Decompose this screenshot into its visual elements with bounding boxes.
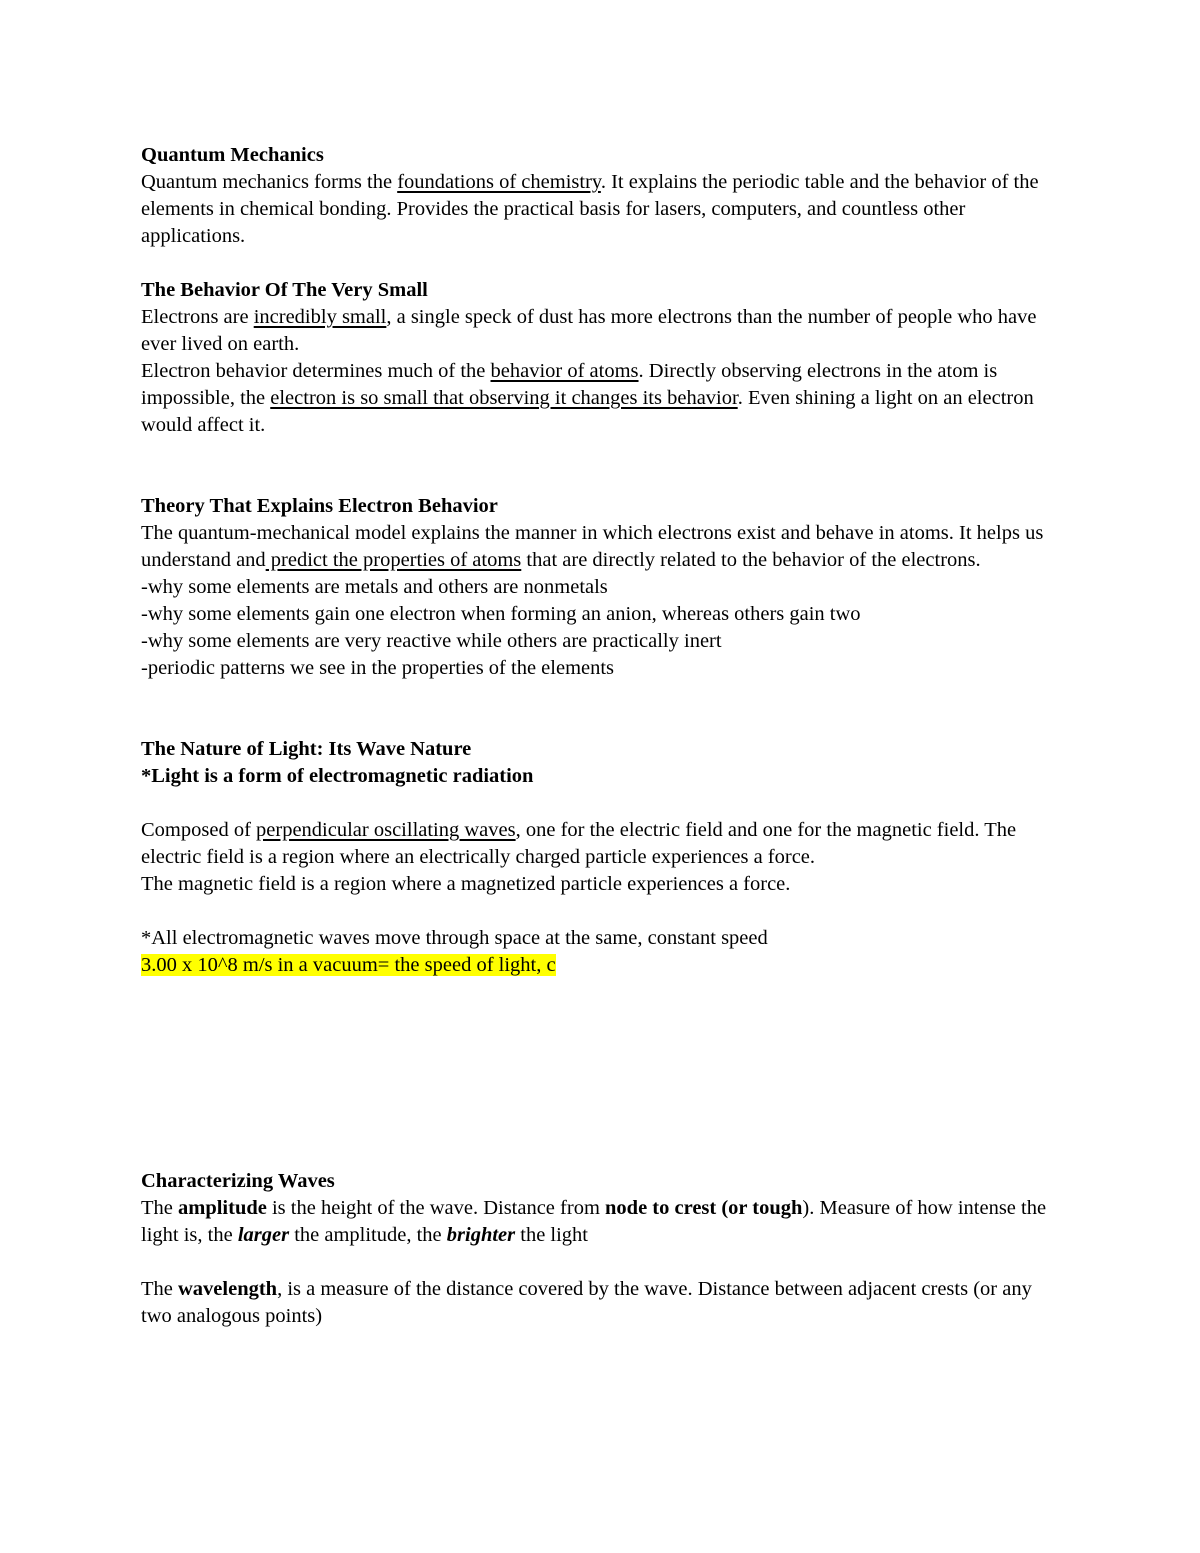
paragraph-magnetic-field: The magnetic field is a region where a magnetized particle experiences a force. [141,873,791,895]
heading-nature-of-light: The Nature of Light: Its Wave Nature [141,738,472,760]
paragraph-quantum-mechanics [141,169,1061,250]
heading-theory-electron-behavior: Theory That Explains Electron Behavior [141,495,498,517]
paragraph-wavelength [141,1276,1061,1330]
text-run: , is a measure of the distance covered by the wave. Distance between adjacent crests (or any two analogous points) [141,1278,1032,1327]
text-run: Electrons are [141,306,254,328]
text-run: . Directly observing electrons in the atom is impossible, the [141,360,998,409]
paragraph-electrons-small [141,304,1061,358]
text-run: . Even shining a light on an electron would affect it. [141,387,1034,436]
text-run: Electron behavior determines much of the [141,360,491,382]
paragraph-em-speed: *All electromagnetic waves move through space at the same, constant speed [141,927,768,949]
underlined-text: predict the properties of atoms [265,549,522,571]
text-run: Composed of [141,819,257,841]
underlined-text: incredibly small [253,306,387,328]
paragraph-speed-of-light [141,952,1061,979]
text-run: The [141,1197,178,1219]
bold-italic-text: brighter [446,1224,516,1246]
paragraph-perpendicular-waves [141,817,1061,871]
list-item: -why some elements gain one electron when forming an anion, whereas others gain two [141,603,861,625]
text-run: , a single speck of dust has more electrons than the number of people who have ever lived on earth. [141,306,1037,355]
underlined-text: electron is so small that observing it changes its behavior [270,387,738,409]
paragraph-electron-behavior [141,358,1061,439]
list-item: -why some elements are metals and others are nonmetals [141,576,608,598]
list-item: -why some elements are very reactive while others are practically inert [141,630,722,652]
text-run: . It explains the periodic table and the behavior of the elements in chemical bonding. Provides the practical basis for lasers, computers, and countless other applications. [141,171,1039,247]
heading-characterizing-waves: Characterizing Waves [141,1170,335,1192]
paragraph-quantum-model [141,520,1061,574]
underlined-text: perpendicular oscillating waves [256,819,516,841]
bold-text: wavelength [178,1278,278,1300]
heading-behavior-very-small: The Behavior Of The Very Small [141,279,428,301]
document-page [141,142,1061,1330]
underlined-text: behavior of atoms [490,360,639,382]
paragraph-amplitude [141,1195,1061,1249]
bold-text: amplitude [178,1197,267,1219]
list-item: -periodic patterns we see in the properties of the elements [141,657,615,679]
underlined-text: foundations of chemistry [397,171,601,193]
highlighted-text: 3.00 x 10^8 m/s in a vacuum= the speed of light, c [141,954,556,976]
text-run: is the height of the wave. Distance from [266,1197,606,1219]
subheading-em-radiation: *Light is a form of electromagnetic radiation [141,765,534,787]
text-run: Quantum mechanics forms the [141,171,398,193]
text-run: that are directly related to the behavior of the electrons. [521,549,981,571]
text-run: the light [515,1224,589,1246]
bold-text: node to crest (or tough [605,1197,803,1219]
text-run: ). Measure of how intense the light is, the [141,1197,1047,1246]
text-run: , one for the electric field and one for the magnetic field. The electric field is a region where an electrically charged particle experiences a force. [141,819,1017,868]
text-run: the amplitude, the [289,1224,447,1246]
bold-italic-text: larger [237,1224,290,1246]
text-run: The [141,1278,178,1300]
heading-quantum-mechanics: Quantum Mechanics [141,144,324,166]
text-run: The quantum-mechanical model explains the manner in which electrons exist and behave in atoms. It helps us understand and [141,522,1044,571]
